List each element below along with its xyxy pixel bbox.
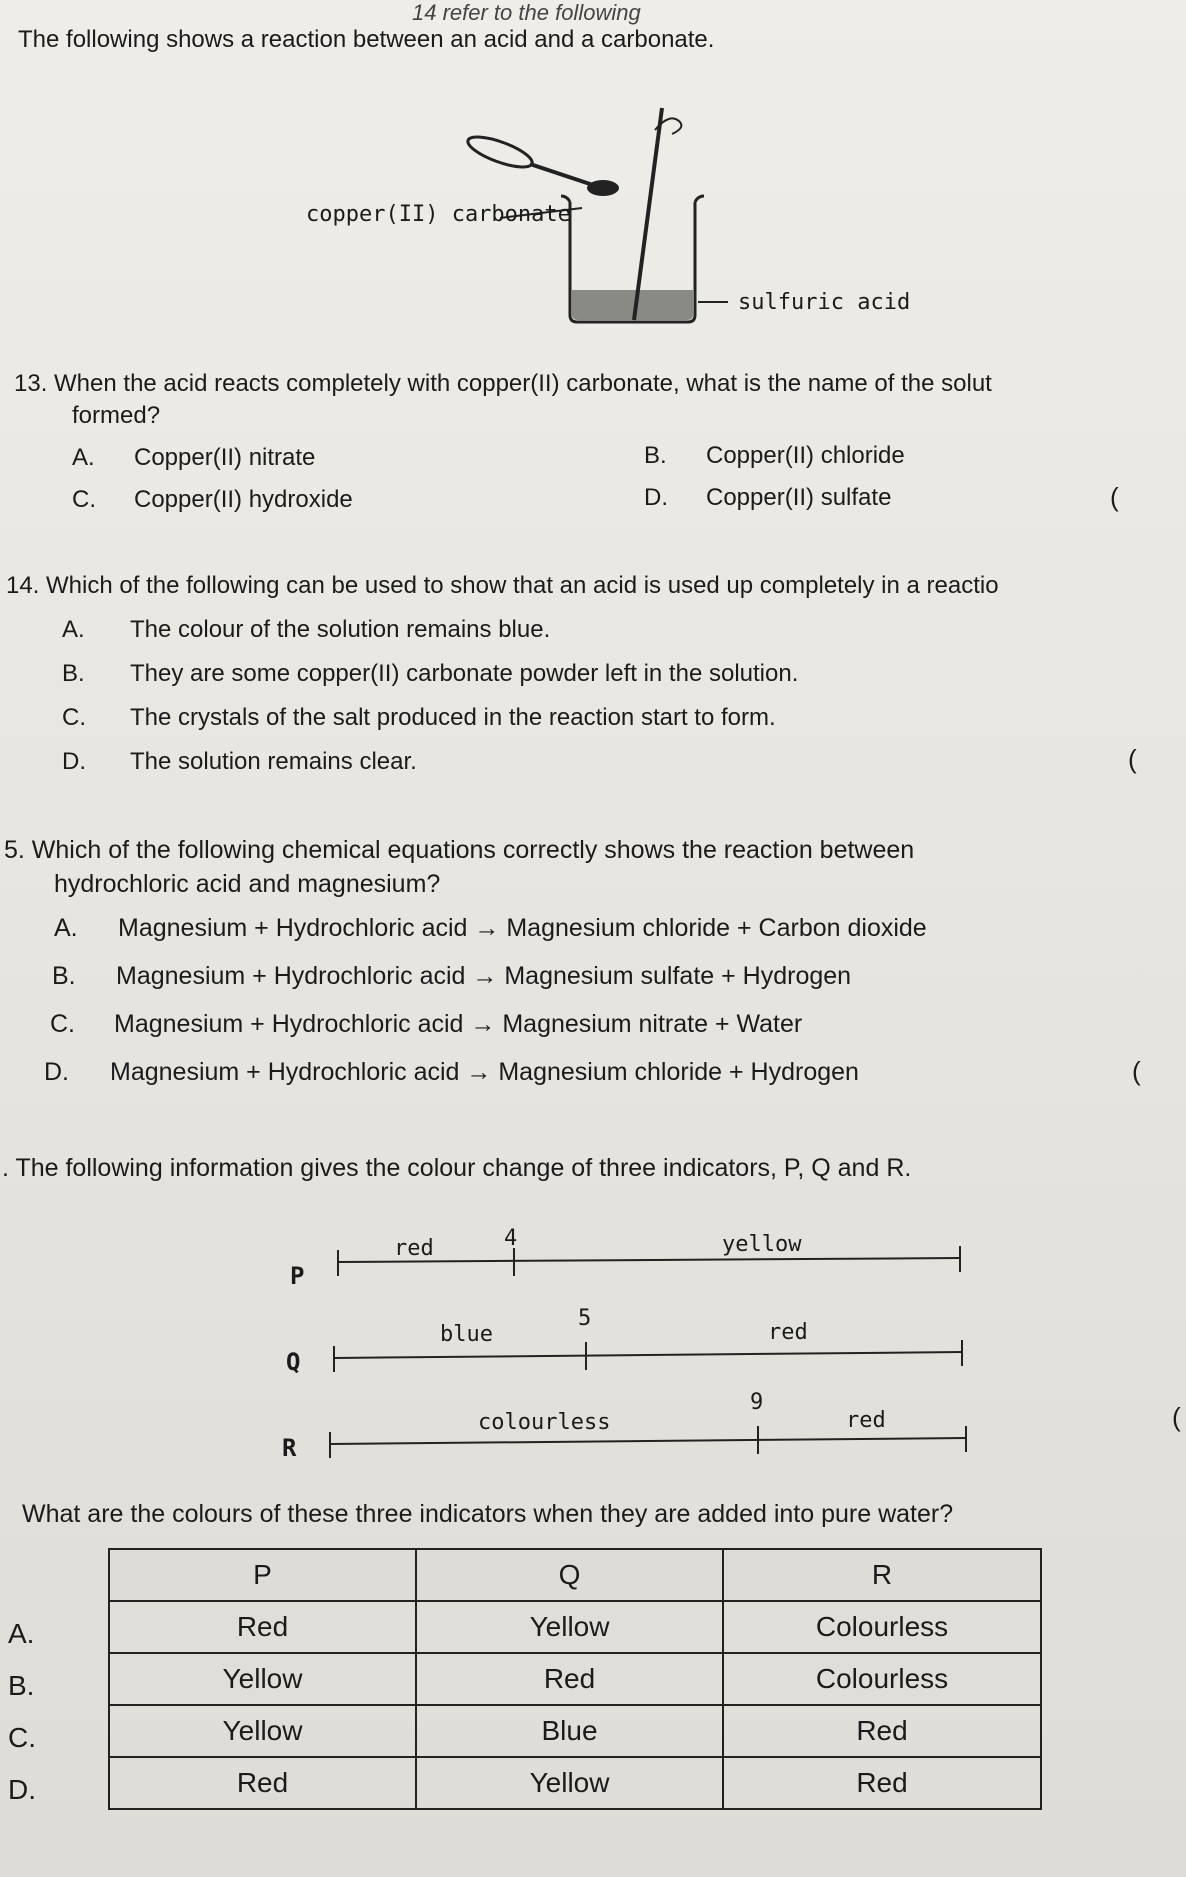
indicator-p-point: 4 <box>504 1226 518 1251</box>
q16-answer-bracket[interactable]: ( <box>1172 1402 1181 1432</box>
table-cell-q: Yellow <box>416 1757 723 1809</box>
q14-option-d[interactable]: The solution remains clear. <box>130 748 417 775</box>
q13-option-c-letter: C. <box>72 486 96 513</box>
q13-option-b-letter: B. <box>644 442 667 469</box>
indicator-p-name: P <box>290 1262 305 1290</box>
q15-option-d-letter: D. <box>44 1058 69 1086</box>
table-cell-q: Yellow <box>416 1601 723 1653</box>
indicator-p-scale <box>338 1246 960 1276</box>
table-cell-r: Colourless <box>723 1601 1041 1653</box>
q16-answer-table <box>108 1548 1042 1810</box>
indicator-r-right-colour: red <box>846 1408 886 1433</box>
table-cell-r: Red <box>723 1757 1041 1809</box>
q15-stem: 5. Which of the following chemical equations correctly shows the reaction between <box>4 836 915 864</box>
indicator-r-scale <box>330 1426 966 1458</box>
table-cell-p: Yellow <box>109 1705 416 1757</box>
q14-option-a[interactable]: The colour of the solution remains blue. <box>130 616 551 643</box>
table-header-r: R <box>723 1549 1041 1601</box>
table-row[interactable] <box>109 1757 1041 1809</box>
table-cell-p: Red <box>109 1757 416 1809</box>
q15-option-d[interactable]: Magnesium + Hydrochloric acid → Magnesium chloride + Hydrogen <box>110 1058 859 1086</box>
q14-option-c-letter: C. <box>62 704 86 731</box>
indicator-q-right-colour: red <box>768 1320 808 1345</box>
indicator-q-left-colour: blue <box>440 1322 493 1347</box>
table-header-q: Q <box>416 1549 723 1601</box>
table-row[interactable] <box>109 1653 1041 1705</box>
table-header-p: P <box>109 1549 416 1601</box>
q15-stem-cont: hydrochloric acid and magnesium? <box>54 870 441 898</box>
q14-answer-bracket[interactable]: ( <box>1128 744 1137 774</box>
table-cell-q: Blue <box>416 1705 723 1757</box>
q13-stem: 13. When the acid reacts completely with copper(II) carbonate, what is the name of the solut <box>14 370 992 397</box>
table-cell-p: Yellow <box>109 1653 416 1705</box>
table-row[interactable] <box>109 1601 1041 1653</box>
indicator-q-name: Q <box>286 1348 301 1376</box>
indicator-p-right-colour: yellow <box>722 1232 802 1257</box>
q16-option-c-letter: C. <box>8 1722 36 1753</box>
table-row[interactable] <box>109 1705 1041 1757</box>
q13-stem-cont: formed? <box>72 402 161 429</box>
q15-option-c[interactable]: Magnesium + Hydrochloric acid → Magnesium nitrate + Water <box>114 1010 803 1038</box>
label-sulfuric-acid: sulfuric acid <box>738 290 911 315</box>
q13-option-d[interactable]: Copper(II) sulfate <box>706 484 892 511</box>
intro-text: The following shows a reaction between an acid and a carbonate. <box>18 26 715 53</box>
table-header-row <box>109 1549 1041 1601</box>
indicator-q-point: 5 <box>578 1306 592 1331</box>
q15-answer-bracket[interactable]: ( <box>1132 1056 1141 1086</box>
q15-option-b-letter: B. <box>52 962 76 990</box>
q15-option-c-letter: C. <box>50 1010 75 1038</box>
q14-option-d-letter: D. <box>62 748 86 775</box>
q13-answer-bracket[interactable]: ( <box>1110 482 1119 512</box>
table-cell-q: Red <box>416 1653 723 1705</box>
q15-option-b[interactable]: Magnesium + Hydrochloric acid → Magnesium sulfate + Hydrogen <box>116 962 852 990</box>
q16-option-d-letter: D. <box>8 1774 36 1805</box>
q14-option-b-letter: B. <box>62 660 85 687</box>
table-cell-r: Red <box>723 1705 1041 1757</box>
q15-option-a-letter: A. <box>54 914 78 942</box>
q14-option-b[interactable]: They are some copper(II) carbonate powder left in the solution. <box>130 660 799 687</box>
q14-option-a-letter: A. <box>62 616 85 643</box>
q16-stem: . The following information gives the colour change of three indicators, P, Q and R. <box>2 1154 912 1182</box>
q14-stem: 14. Which of the following can be used to show that an acid is used up completely in a reactio <box>6 572 999 599</box>
q16-option-a-letter: A. <box>8 1618 35 1649</box>
q13-option-a-letter: A. <box>72 444 95 471</box>
label-copper-carbonate: copper(II) carbonate <box>306 202 571 227</box>
indicator-q-scale <box>334 1340 962 1372</box>
q13-option-a[interactable]: Copper(II) nitrate <box>134 444 316 471</box>
q15-option-a[interactable]: Magnesium + Hydrochloric acid → Magnesium chloride + Carbon dioxide <box>118 914 927 942</box>
q16-option-b-letter: B. <box>8 1670 35 1701</box>
q14-option-c[interactable]: The crystals of the salt produced in the reaction start to form. <box>130 704 776 731</box>
table-cell-r: Colourless <box>723 1653 1041 1705</box>
q16-question: What are the colours of these three indicators when they are added into pure water? <box>22 1500 954 1528</box>
indicator-r-point: 9 <box>750 1390 764 1415</box>
q13-option-b[interactable]: Copper(II) chloride <box>706 442 905 469</box>
q13-option-c[interactable]: Copper(II) hydroxide <box>134 486 353 513</box>
indicator-r-left-colour: colourless <box>478 1410 611 1435</box>
q13-option-d-letter: D. <box>644 484 668 511</box>
table-cell-p: Red <box>109 1601 416 1653</box>
indicator-p-left-colour: red <box>394 1236 434 1261</box>
indicator-r-name: R <box>282 1434 297 1462</box>
cut-header-text: 14 refer to the following <box>412 0 641 25</box>
